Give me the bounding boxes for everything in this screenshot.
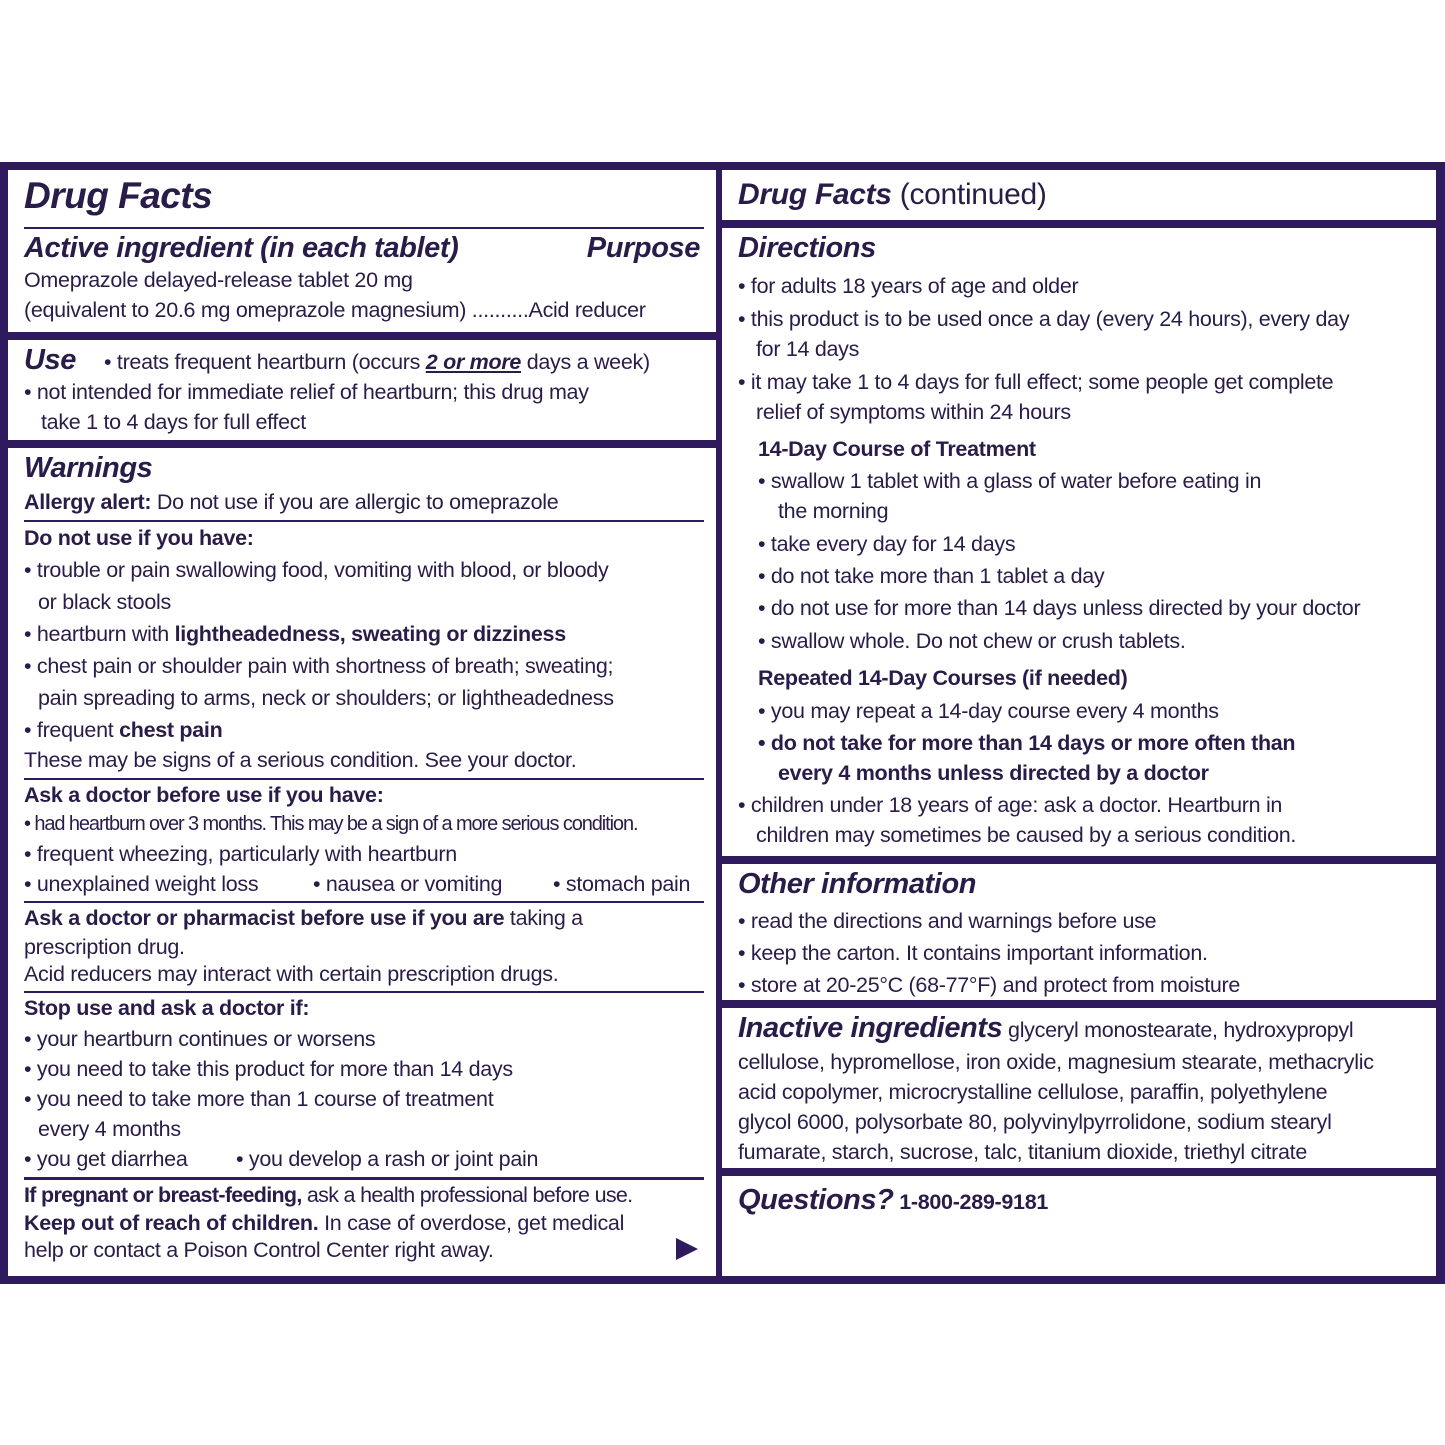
divider — [24, 778, 704, 780]
page-title: Drug Facts — [24, 175, 213, 216]
ask-doctor-item-3: • unexplained weight loss — [24, 872, 259, 896]
stop-use-item-3: • you need to take more than 1 course of treatment — [24, 1087, 494, 1111]
questions-line — [738, 1184, 1048, 1216]
pregnancy-warning-bold: If pregnant or breast-feeding, — [24, 1183, 302, 1207]
keep-out-of-reach-line-2: help or contact a Poison Control Center right away. — [24, 1238, 494, 1262]
do-not-use-item-3: • chest pain or shoulder pain with shortness of breath; sweating; — [24, 654, 614, 678]
do-not-use-item-4-text: • frequent — [24, 718, 120, 742]
inactive-line-2: cellulose, hypromellose, iron oxide, magnesium stearate, methacrylic — [738, 1050, 1374, 1074]
warnings-panel — [8, 448, 716, 1276]
inactive-line-3: acid copolymer, microcrystalline cellulose, paraffin, polyethylene — [738, 1080, 1328, 1104]
do-not-use-item-2-bold: lightheadedness, sweating or dizziness — [174, 622, 566, 646]
inactive-line-1-text: glyceryl monostearate, hydroxypropyl — [1002, 1018, 1354, 1042]
stop-use-item-1: • your heartburn continues or worsens — [24, 1027, 376, 1051]
pregnancy-warning — [24, 1183, 632, 1207]
other-item-2: • keep the carton. It contains important information. — [738, 941, 1208, 965]
questions-phone: 1-800-289-9181 — [899, 1190, 1049, 1214]
stop-use-item-2: • you need to take this product for more than 14 days — [24, 1057, 513, 1081]
directions-heading: Directions — [738, 232, 876, 264]
divider — [24, 227, 704, 229]
do-not-use-note: These may be signs of a serious condition. See your doctor. — [24, 748, 577, 772]
active-ingredient-panel — [8, 170, 716, 332]
ask-doctor-item-5: • stomach pain — [553, 872, 691, 896]
warnings-heading: Warnings — [24, 452, 153, 484]
children-note-cont: children may sometimes be caused by a serious condition. — [756, 823, 1297, 847]
use-item-2-line-2: take 1 to 4 days for full effect — [41, 410, 306, 434]
active-ingredient-heading: Active ingredient (in each tablet) — [24, 232, 459, 264]
directions-item-3: • it may take 1 to 4 days for full effect; some people get complete — [738, 370, 1334, 394]
course-item-2: • take every day for 14 days — [758, 532, 1016, 556]
right-column — [722, 170, 1436, 1276]
stop-use-item-5: • you develop a rash or joint pain — [236, 1147, 539, 1171]
pregnancy-warning-text: ask a health professional before use. — [301, 1183, 633, 1207]
inactive-ingredients-heading: Inactive ingredients — [738, 1012, 1003, 1044]
repeat-item-2: • do not take for more than 14 days or more often than — [758, 731, 1296, 755]
inactive-ingredients-panel — [722, 1008, 1436, 1168]
course-item-3: • do not take more than 1 tablet a day — [758, 564, 1105, 588]
ask-doctor-item-1: • had heartburn over 3 months. This may be a sign of a more serious condition. — [24, 813, 638, 835]
repeat-heading: Repeated 14-Day Courses (if needed) — [758, 666, 1128, 690]
ask-pharmacist — [24, 906, 583, 930]
active-ingredient-line-1: Omeprazole delayed-release tablet 20 mg — [24, 268, 413, 292]
other-item-1: • read the directions and warnings before use — [738, 909, 1157, 933]
continued-title-bold: Drug Facts — [738, 178, 892, 211]
repeat-item-2-cont: every 4 months unless directed by a doctor — [778, 761, 1209, 785]
other-information-heading: Other information — [738, 868, 977, 900]
other-information-panel — [722, 864, 1436, 1000]
ask-pharmacist-line-2: prescription drug. — [24, 935, 185, 959]
keep-out-of-reach — [24, 1211, 624, 1235]
do-not-use-item-1-cont: or black stools — [38, 590, 171, 614]
stop-use-item-4: • you get diarrhea — [24, 1147, 188, 1171]
use-item-1 — [104, 350, 650, 374]
other-item-3: • store at 20-25°C (68-77°F) and protect from moisture — [738, 973, 1241, 997]
keep-out-of-reach-text: In case of overdose, get medical — [318, 1211, 625, 1235]
inactive-line-4: glycol 6000, polysorbate 80, polyvinylpyrrolidone, sodium stearyl — [738, 1110, 1332, 1134]
directions-item-2: • this product is to be used once a day (every 24 hours), every day — [738, 307, 1350, 331]
directions-item-3-cont: relief of symptoms within 24 hours — [756, 400, 1071, 424]
ask-doctor-item-4: • nausea or vomiting — [313, 872, 503, 896]
do-not-use-item-2 — [24, 622, 566, 646]
purpose-heading: Purpose — [586, 232, 700, 264]
use-heading: Use — [24, 344, 76, 376]
use-panel — [8, 340, 716, 440]
directions-item-2-cont: for 14 days — [756, 337, 860, 361]
keep-out-of-reach-bold: Keep out of reach of children. — [24, 1211, 319, 1235]
allergy-alert-text: Do not use if you are allergic to omeprazole — [151, 490, 559, 514]
divider — [24, 901, 704, 903]
divider — [24, 520, 704, 522]
stop-use-heading: Stop use and ask a doctor if: — [24, 996, 310, 1020]
ask-pharmacist-bold: Ask a doctor or pharmacist before use if you are — [24, 906, 505, 930]
inactive-line-1 — [738, 1012, 1353, 1044]
course-item-1: • swallow 1 tablet with a glass of water before eating in — [758, 469, 1262, 493]
allergy-alert-label: Allergy alert: — [24, 490, 152, 514]
continued-title-panel — [722, 170, 1436, 220]
use-item-1-text: • treats frequent heartburn (occurs — [104, 350, 426, 374]
children-note: • children under 18 years of age: ask a doctor. Heartburn in — [738, 793, 1283, 817]
continued-title — [738, 178, 1047, 212]
do-not-use-item-2-text: • heartburn with — [24, 622, 175, 646]
questions-panel — [722, 1176, 1436, 1276]
course-item-1-cont: the morning — [778, 499, 889, 523]
left-column — [8, 170, 716, 1276]
course-heading: 14-Day Course of Treatment — [758, 437, 1036, 461]
allergy-alert — [24, 490, 558, 514]
divider — [24, 991, 704, 993]
use-item-2-line-1: • not intended for immediate relief of heartburn; this drug may — [24, 380, 589, 404]
use-item-1-text-end: days a week) — [521, 350, 650, 374]
do-not-use-item-4-bold: chest pain — [119, 718, 223, 742]
do-not-use-item-3-cont: pain spreading to arms, neck or shoulders; or lightheadedness — [38, 686, 614, 710]
active-ingredient-line-2: (equivalent to 20.6 mg omeprazole magnesium) ..........Acid reducer — [24, 298, 646, 322]
repeat-item-1: • you may repeat a 14-day course every 4 months — [758, 699, 1219, 723]
stop-use-item-3-cont: every 4 months — [38, 1117, 181, 1141]
continue-arrow-icon — [676, 1238, 698, 1260]
ask-doctor-item-2: • frequent wheezing, particularly with heartburn — [24, 842, 457, 866]
questions-heading: Questions? — [738, 1184, 894, 1216]
ask-pharmacist-text: taking a — [504, 906, 583, 930]
divider — [24, 1177, 704, 1180]
inactive-line-5: fumarate, starch, sucrose, talc, titanium dioxide, triethyl citrate — [738, 1140, 1307, 1164]
continued-title-suffix: (continued) — [899, 178, 1047, 211]
do-not-use-heading: Do not use if you have: — [24, 526, 254, 550]
ask-doctor-heading: Ask a doctor before use if you have: — [24, 783, 384, 807]
do-not-use-item-1: • trouble or pain swallowing food, vomiting with blood, or bloody — [24, 558, 609, 582]
drug-facts-label — [0, 162, 1445, 1284]
use-item-1-emphasis: 2 or more — [425, 350, 522, 374]
ask-pharmacist-line-3: Acid reducers may interact with certain prescription drugs. — [24, 962, 559, 986]
directions-item-1: • for adults 18 years of age and older — [738, 274, 1079, 298]
course-item-5: • swallow whole. Do not chew or crush tablets. — [758, 629, 1186, 653]
directions-panel — [722, 228, 1436, 856]
do-not-use-item-4 — [24, 718, 222, 742]
course-item-4: • do not use for more than 14 days unless directed by your doctor — [758, 596, 1361, 620]
